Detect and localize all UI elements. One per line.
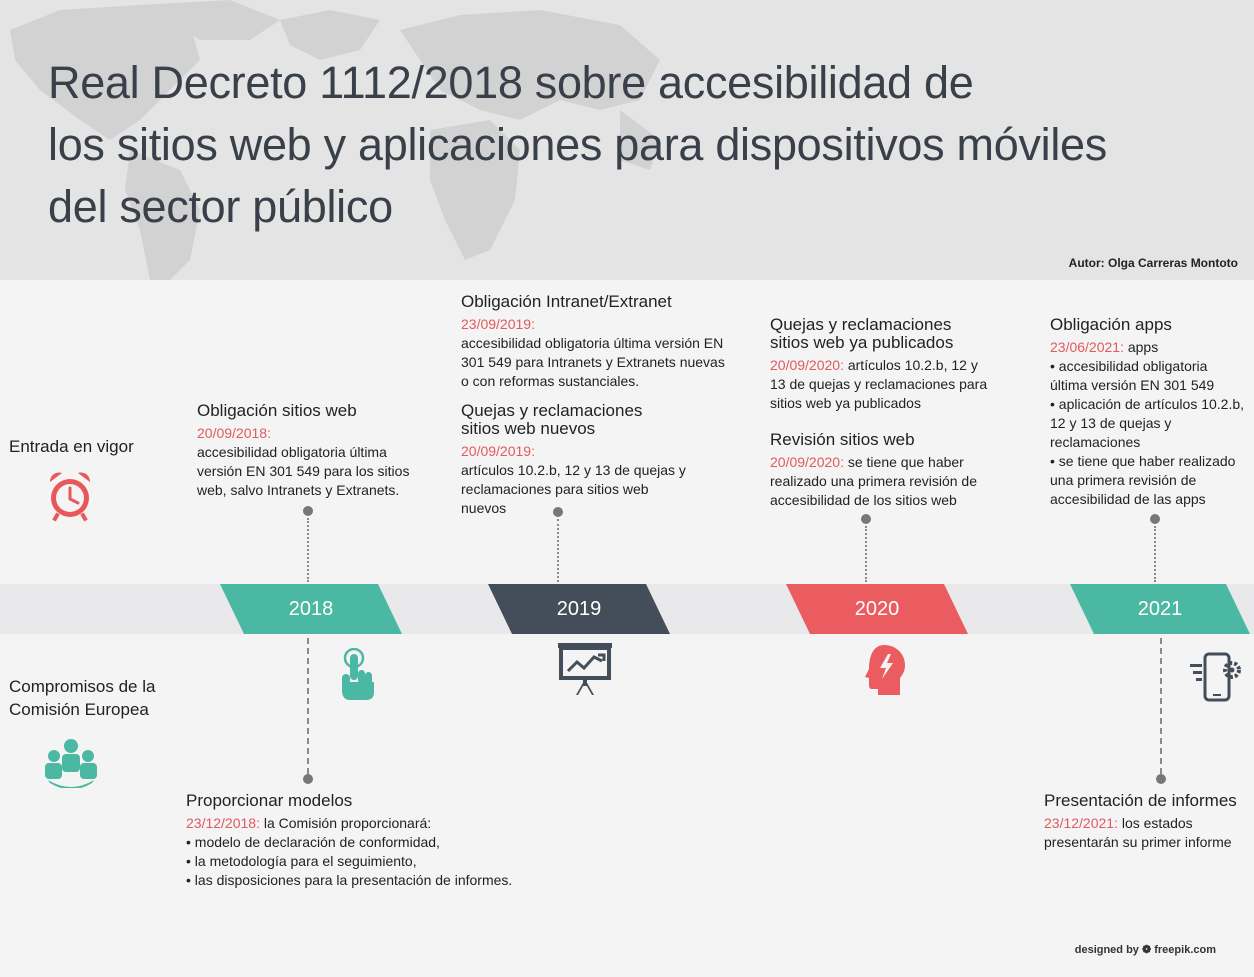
event-line: 12 y 13 de quejas y — [1050, 415, 1172, 431]
event-sitios-web — [197, 402, 447, 500]
year-2018 — [220, 584, 402, 634]
event-line: se tiene que haber — [843, 454, 964, 470]
event-date: 20/09/2019: — [461, 443, 535, 459]
event-revision — [770, 431, 1020, 510]
connector-line — [557, 519, 559, 582]
row-label-compromisos — [9, 675, 155, 721]
connector-dot — [1156, 774, 1166, 784]
connector-line — [865, 526, 867, 582]
event-heading: Presentación de informes — [1044, 791, 1237, 810]
connector-line — [1154, 526, 1156, 582]
event-line: accesibilidad de los sitios web — [770, 492, 957, 508]
mobile-settings-icon — [1190, 652, 1244, 702]
event-informes — [1044, 792, 1249, 852]
year-2021-label: 2021 — [1137, 597, 1183, 620]
event-line: o con reformas sustanciales. — [461, 373, 640, 389]
year-2018-label: 2018 — [288, 597, 334, 620]
page-title — [48, 52, 1238, 238]
event-heading: Proporcionar modelos — [186, 791, 353, 810]
event-line: • modelo de declaración de conformidad, — [186, 834, 440, 850]
title-line-2: los sitios web y aplicaciones para dispositivos móviles — [48, 119, 1107, 170]
event-line: reclamaciones para sitios web — [461, 481, 649, 497]
event-line: • las disposiciones para la presentación de informes. — [186, 872, 513, 888]
event-heading-2: sitios web ya publicados — [770, 333, 954, 352]
event-line: web, salvo Intranets y Extranets. — [197, 482, 400, 498]
event-apps — [1050, 316, 1250, 509]
event-heading: Obligación sitios web — [197, 401, 357, 420]
event-line: 301 549 para Intranets y Extranets nuevas — [461, 354, 725, 370]
event-line: reclamaciones — [1050, 434, 1141, 450]
event-line: versión EN 301 549 para los sitios — [197, 463, 410, 479]
title-line-1: Real Decreto 1112/2018 sobre accesibilidad de — [48, 57, 974, 108]
connector-dot — [553, 507, 563, 517]
event-line: 13 de quejas y reclamaciones para — [770, 376, 988, 392]
event-date: 20/09/2020: — [770, 454, 844, 470]
event-date: 23/09/2019: — [461, 316, 535, 332]
year-2019-label: 2019 — [556, 597, 602, 620]
connector-dot — [303, 774, 313, 784]
team-icon — [42, 738, 100, 788]
freepik-credit: designed by ❁ freepik.com — [1074, 944, 1216, 956]
event-line: sitios web ya publicados — [770, 395, 921, 411]
row-label-compromisos-line2: Comisión Europea — [9, 700, 149, 719]
year-2020 — [786, 584, 968, 634]
event-line: una primera revisión de — [1050, 472, 1197, 488]
connector-line — [307, 518, 309, 582]
event-line: la Comisión proporcionará: — [259, 815, 432, 831]
event-date: 23/12/2021: — [1044, 815, 1118, 831]
connector-line — [1160, 638, 1162, 774]
event-date: 23/12/2018: — [186, 815, 260, 831]
event-line: • la metodología para el seguimiento, — [186, 853, 417, 869]
touch-hand-icon — [340, 648, 378, 702]
event-intranet — [461, 293, 751, 391]
event-modelos — [186, 792, 546, 890]
event-date: 20/09/2018: — [197, 425, 271, 441]
event-date: 23/06/2021: — [1050, 339, 1124, 355]
event-line: • accesibilidad obligatoria — [1050, 358, 1208, 374]
presentation-chart-icon — [558, 643, 612, 695]
head-lightning-icon — [864, 645, 906, 695]
row-label-compromisos-line1: Compromisos de la — [9, 677, 156, 696]
year-2019 — [488, 584, 670, 634]
event-line: artículos 10.2.b, 12 y — [843, 357, 978, 373]
event-heading: Revisión sitios web — [770, 430, 915, 449]
event-line: presentarán su primer informe — [1044, 834, 1232, 850]
connector-dot — [303, 506, 313, 516]
event-line: • aplicación de artículos 10.2.b, — [1050, 396, 1245, 412]
row-label-entrada: Entrada en vigor — [9, 437, 134, 456]
event-heading-2: sitios web nuevos — [461, 419, 596, 438]
title-line-3: del sector público — [48, 181, 393, 232]
connector-dot — [861, 514, 871, 524]
connector-line — [307, 638, 309, 774]
event-line: • se tiene que haber realizado — [1050, 453, 1236, 469]
event-line: artículos 10.2.b, 12 y 13 de quejas y — [461, 462, 686, 478]
event-line: los estados — [1117, 815, 1193, 831]
event-heading: Obligación Intranet/Extranet — [461, 292, 672, 311]
connector-dot — [1150, 514, 1160, 524]
event-date: 20/09/2020: — [770, 357, 844, 373]
event-quejas-nuevos — [461, 402, 721, 518]
event-line: nuevos — [461, 500, 507, 516]
event-heading-1: Quejas y reclamaciones — [770, 315, 952, 334]
event-line: última versión EN 301 549 — [1050, 377, 1215, 393]
event-quejas-publicados — [770, 316, 1020, 413]
event-line: realizado una primera revisión de — [770, 473, 977, 489]
event-heading-1: Quejas y reclamaciones — [461, 401, 643, 420]
alarm-clock-icon — [47, 470, 93, 522]
event-heading: Obligación apps — [1050, 315, 1172, 334]
author-credit: Autor: Olga Carreras Montoto — [1068, 256, 1238, 270]
event-line: accesibilidad de las apps — [1050, 491, 1206, 507]
event-line: accesibilidad obligatoria última — [197, 444, 387, 460]
event-line: accesibilidad obligatoria última versión EN — [461, 335, 724, 351]
year-2020-label: 2020 — [854, 597, 900, 620]
year-2021 — [1070, 584, 1250, 634]
event-line: apps — [1123, 339, 1159, 355]
header — [0, 0, 1254, 280]
